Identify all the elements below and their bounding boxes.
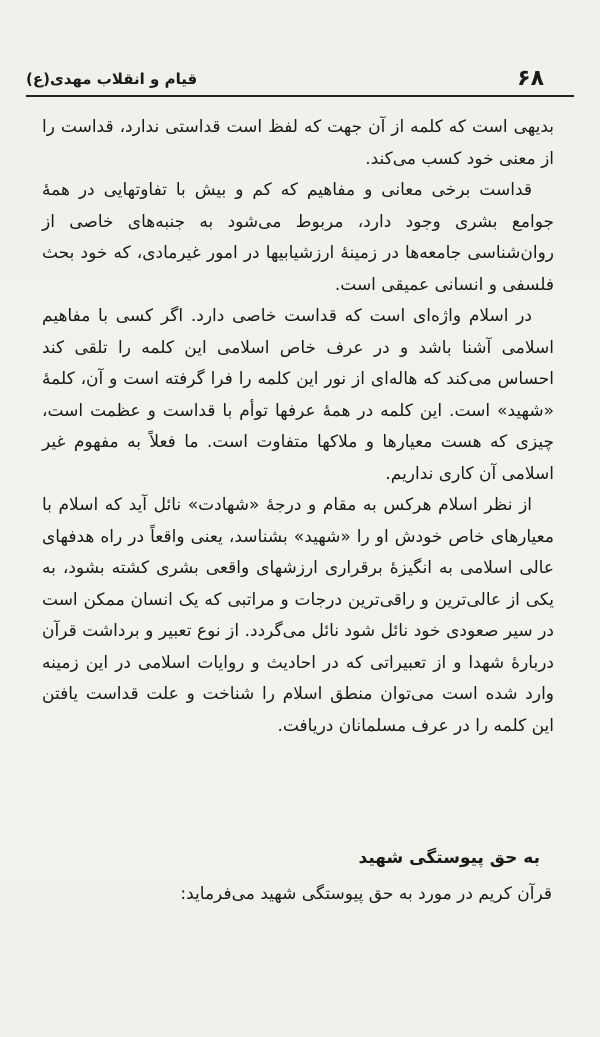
paragraph-4: از نظر اسلام هرکس به مقام و درجهٔ «شهادت» نائل آید که اسلام با معیارهای خاص خودش او را «شهید» بشناسد، یعنی واقعاً در راه هدفهای عالی اسلامی به انگیزهٔ برقراری ارزشهای واقعی بشری کشته بشود، به یکی از عالی‌ترین و راقی‌ترین درجات و مراتبی که یک انسان ممکن است در سیر صعودی خود نائل شود نائل می‌گردد. از نوع تعبیر و برداشت قرآن دربارهٔ شهدا و از تعبیراتی که در احادیث و روایات اسلامی در این زمینه وارد شده است می‌توان منطق اسلام را شناخت و علت قداست یافتن این کلمه را در عرف مسلمانان دریافت.	[42, 495, 554, 736]
section-intro: قرآن کریم در مورد به حق پیوستگی شهید می‌فرماید:	[180, 884, 552, 904]
paragraph-1: بدیهی است که کلمه از آن جهت که لفظ است قداستی ندارد، قداست را از معنی خود کسب می‌کند.	[42, 117, 554, 169]
paragraph-3: در اسلام واژه‌ای است که قداست خاصی دارد. اگر کسی با مفاهیم اسلامی آشنا باشد و در عرف خاص اسلامی این کلمه را تلقی کند احساس می‌کند که هاله‌ای از نور این کلمه را فرا گرفته است و آن، کلمهٔ «شهید» است. این کلمه در همهٔ عرفها توأم با قداست و عظمت است، چیزی که هست معیارها و ملاکها متفاوت است. ما فعلاً به مفهوم غیر اسلامی آن کاری نداریم.	[42, 306, 554, 484]
section-heading: به حق پیوستگی شهید	[358, 848, 540, 868]
header-rule	[26, 95, 574, 97]
body-text	[42, 112, 554, 742]
paragraph-2: قداست برخی معانی و مفاهیم که کم و بیش با تفاوتهایی در همهٔ جوامع بشری وجود دارد، مربوط می‌شود به جنبه‌های خاصی از روان‌شناسی جامعه‌ها در زمینهٔ ارزشیابیها در امور غیرمادی، که خود بحث فلسفی و انسانی عمیقی است.	[42, 180, 554, 295]
page-header	[26, 62, 574, 94]
page-number: ۶۸	[517, 66, 544, 91]
running-title: قیام و انقلاب مهدی(ع)	[26, 70, 198, 88]
